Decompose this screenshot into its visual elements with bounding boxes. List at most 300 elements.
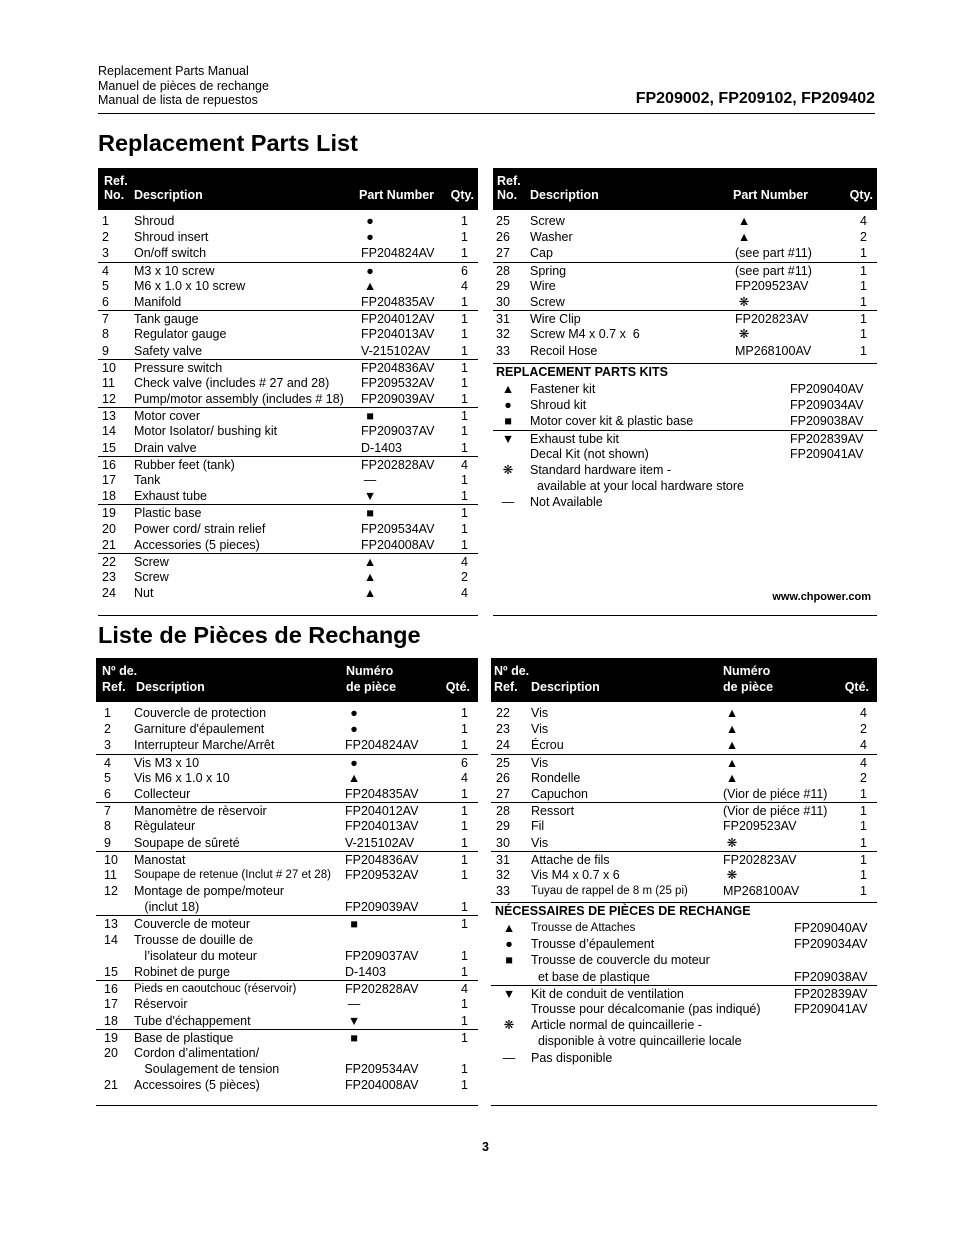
header-ref: Ref. <box>104 174 128 188</box>
ref-number: 10 <box>102 360 116 375</box>
part-symbol: ▲ <box>363 278 377 293</box>
french-title: Liste de Pièces de Rechange <box>98 622 421 648</box>
table-row <box>96 754 478 770</box>
ref-number: 30 <box>496 835 510 850</box>
table-row <box>96 915 478 931</box>
table-row <box>493 213 877 229</box>
part-symbol: — <box>347 997 361 1012</box>
part-description: Robinet de purge <box>134 965 230 979</box>
part-number: FP202828AV <box>361 457 435 472</box>
ref-number: 4 <box>104 755 111 770</box>
quantity: 1 <box>461 852 468 867</box>
quantity: 1 <box>461 965 468 979</box>
table-row <box>491 867 877 883</box>
part-description: Recoil Hose <box>530 343 598 358</box>
quantity: 1 <box>461 819 468 834</box>
kit-symbol: — <box>501 495 515 510</box>
ref-number: 6 <box>104 786 111 801</box>
kit-symbol: ■ <box>504 414 512 429</box>
ref-number: 23 <box>496 722 510 737</box>
ref-number: 33 <box>496 884 510 899</box>
part-number: V-215102AV <box>361 343 431 358</box>
part-number: FP204013AV <box>345 819 419 834</box>
header-no: No. <box>104 188 125 202</box>
ref-number: 6 <box>102 294 109 309</box>
quantity: 1 <box>461 706 468 720</box>
quantity: 1 <box>860 263 867 278</box>
part-symbol: ❋ <box>726 835 738 850</box>
kit-symbol: ● <box>505 937 513 952</box>
part-symbol: ▲ <box>725 770 739 785</box>
quantity: 2 <box>461 570 468 585</box>
table-row <box>96 964 478 980</box>
document-header <box>98 64 269 108</box>
table-body <box>96 705 478 1094</box>
quantity: 4 <box>860 214 867 228</box>
kit-description: Fastener kit <box>530 382 596 396</box>
table-row <box>98 310 478 326</box>
table-row <box>96 883 478 899</box>
part-symbol: ❋ <box>738 327 750 342</box>
ref-number: 13 <box>104 917 118 932</box>
ref-number: 16 <box>102 457 116 472</box>
table-row <box>96 770 478 786</box>
table-row <box>98 359 478 375</box>
part-number: FP209523AV <box>723 819 797 834</box>
table-bottom-rule <box>98 615 478 616</box>
part-symbol: ▲ <box>363 554 377 569</box>
part-description: Safety valve <box>134 343 203 358</box>
quantity: 1 <box>461 997 468 1012</box>
kit-row <box>491 936 877 952</box>
table-row <box>493 326 877 342</box>
table-row <box>96 932 478 948</box>
table-row <box>493 343 877 359</box>
table-row <box>98 537 478 553</box>
part-description: Wire <box>530 278 556 293</box>
table-row <box>98 456 478 472</box>
part-description: Rondelle <box>531 770 581 785</box>
table-row <box>96 721 478 737</box>
kit-part-number: FP209041AV <box>794 1001 868 1016</box>
quantity: 1 <box>860 867 867 882</box>
part-description: Regulator gauge <box>134 327 227 342</box>
kit-part-number: FP209040AV <box>794 921 868 935</box>
table-row <box>493 278 877 294</box>
kit-part-number: FP209041AV <box>790 446 864 461</box>
quantity: 4 <box>461 457 468 472</box>
kit-description: et base de plastique <box>531 969 650 984</box>
part-symbol: ● <box>366 230 374 245</box>
part-symbol: ■ <box>366 409 374 424</box>
part-number: FP204836AV <box>345 852 419 867</box>
quantity: 1 <box>461 537 468 552</box>
part-number: FP204008AV <box>345 1078 419 1093</box>
quantity: 6 <box>461 755 468 770</box>
part-description: Garniture d'épaulement <box>134 722 265 737</box>
kit-symbol: ▲ <box>501 382 515 396</box>
part-description: Spring <box>530 263 567 278</box>
part-symbol: ▲ <box>725 755 739 770</box>
table-row <box>96 851 478 867</box>
ref-number: 33 <box>496 343 510 358</box>
part-number: (see part #11) <box>735 263 812 278</box>
part-number: D-1403 <box>361 440 402 455</box>
ref-number: 14 <box>104 932 118 947</box>
part-symbol: ▲ <box>363 570 377 585</box>
table-row <box>98 569 478 585</box>
header-description: Description <box>134 188 203 202</box>
kits-list <box>493 381 877 511</box>
part-symbol: ▲ <box>347 770 361 785</box>
table-row <box>491 721 877 737</box>
kits-rule <box>493 363 877 364</box>
quantity: 1 <box>461 804 468 819</box>
kit-description: Trousse d’épaulement <box>531 937 655 952</box>
table-row <box>98 326 478 342</box>
quantity: 2 <box>860 722 867 737</box>
quantity: 1 <box>461 246 468 261</box>
table-row <box>491 786 877 802</box>
part-number: FP204012AV <box>361 312 435 327</box>
ref-number: 26 <box>496 230 510 245</box>
part-description: Plastic base <box>134 506 202 521</box>
part-number: (see part #11) <box>735 246 812 261</box>
table-bottom-rule <box>96 1105 478 1106</box>
table-header <box>96 658 478 702</box>
part-symbol: ● <box>350 755 358 770</box>
part-description: Tank <box>134 473 161 487</box>
ref-number: 32 <box>496 867 510 882</box>
quantity: 4 <box>461 278 468 293</box>
part-number: MP268100AV <box>735 343 812 358</box>
kit-part-number: FP209038AV <box>790 414 864 429</box>
table-header <box>493 168 877 210</box>
ref-number: 17 <box>102 473 116 487</box>
part-description: Vis M4 x 0.7 x 6 <box>531 867 620 882</box>
kit-description: Decal Kit (not shown) <box>530 446 649 461</box>
quantity: 1 <box>860 327 867 342</box>
ref-number: 16 <box>104 982 118 997</box>
table-header <box>491 658 877 702</box>
table-row <box>98 521 478 537</box>
table-row <box>98 391 478 407</box>
header-part-number-2: de pièce <box>346 680 397 694</box>
part-symbol: ● <box>350 722 358 737</box>
part-description: Capuchon <box>531 786 588 801</box>
quantity: 1 <box>461 948 468 963</box>
quantity: 1 <box>461 521 468 536</box>
ref-number: 15 <box>102 440 116 455</box>
part-description: Soupape de retenue (Inclut # 27 et 28) <box>134 868 331 881</box>
part-description: Wire Clip <box>530 312 581 327</box>
ref-number: 5 <box>102 278 109 293</box>
table-row <box>98 294 478 310</box>
ref-number: 20 <box>102 521 116 536</box>
kit-description: Motor cover kit & plastic base <box>530 414 694 429</box>
quantity: 1 <box>461 1078 468 1093</box>
part-symbol: ▲ <box>725 722 739 737</box>
quantity: 1 <box>860 294 867 309</box>
table-row <box>96 1029 478 1045</box>
table-body <box>491 705 877 899</box>
table-row <box>491 818 877 834</box>
part-description: Accessories (5 pieces) <box>134 537 260 552</box>
part-description: Shroud <box>134 214 175 228</box>
table-row <box>96 1061 478 1077</box>
kit-description: Trousse de couvercle du moteur <box>531 953 710 968</box>
part-description: Vis <box>531 722 549 737</box>
header-qty: Qty. <box>450 188 474 202</box>
table-body <box>98 213 478 602</box>
part-description: Check valve (includes # 27 and 28) <box>134 375 330 390</box>
part-symbol: — <box>363 473 377 487</box>
part-description: Washer <box>530 230 573 245</box>
kit-description: Standard hardware item - <box>530 462 672 477</box>
part-description: Base de plastique <box>134 1030 234 1045</box>
ref-number: 32 <box>496 327 510 342</box>
ref-number: 22 <box>102 554 116 569</box>
part-symbol: ■ <box>350 917 358 932</box>
french-parts-table-right <box>491 658 877 1106</box>
part-number: FP204835AV <box>361 294 435 309</box>
ref-number: 12 <box>104 884 118 899</box>
part-symbol: ▲ <box>363 586 377 601</box>
kit-row <box>491 1050 877 1066</box>
part-number: D-1403 <box>345 965 386 979</box>
part-description: Couvercle de moteur <box>134 917 251 932</box>
ref-number: 21 <box>102 537 116 552</box>
english-parts-table-right <box>493 168 877 616</box>
kit-symbol: ▼ <box>502 986 516 1001</box>
quantity: 1 <box>461 489 468 504</box>
part-symbol: ● <box>366 263 374 278</box>
kit-symbol: ▼ <box>501 431 515 446</box>
header-line: Replacement Parts Manual <box>98 64 249 78</box>
part-number: FP202823AV <box>735 312 809 327</box>
quantity: 1 <box>461 424 468 439</box>
header-part-number: Part Number <box>359 188 435 202</box>
kit-description: Not Available <box>530 495 603 510</box>
kit-row <box>491 985 877 1001</box>
part-description: Power cord/ strain relief <box>134 521 266 536</box>
quantity: 2 <box>860 230 867 245</box>
table-row <box>491 835 877 851</box>
quantity: 4 <box>860 706 867 720</box>
quantity: 1 <box>461 900 468 915</box>
kit-symbol: ▲ <box>502 921 516 935</box>
part-description: Drain valve <box>134 440 197 455</box>
quantity: 1 <box>860 786 867 801</box>
ref-number: 11 <box>102 375 115 390</box>
kit-row <box>493 397 877 413</box>
part-number: FP209532AV <box>345 867 419 882</box>
table-row <box>98 213 478 229</box>
part-description: Tube d'échappement <box>134 1013 251 1028</box>
part-number: FP209532AV <box>361 375 435 390</box>
part-number: (Vior de piéce #11) <box>723 804 828 819</box>
part-description: Vis <box>531 835 549 850</box>
header-no: Ref. <box>494 680 518 694</box>
kit-row <box>493 478 877 494</box>
header-part-number: Numéro <box>723 664 771 678</box>
part-description: M3 x 10 screw <box>134 263 215 278</box>
ref-number: 18 <box>104 1013 118 1028</box>
part-description: Vis M6 x 1.0 x 10 <box>134 770 230 785</box>
part-description: Pieds en caoutchouc (réservoir) <box>134 983 297 996</box>
ref-number: 31 <box>496 852 510 867</box>
header-qty: Qty. <box>849 188 873 202</box>
ref-number: 18 <box>102 489 116 504</box>
ref-number: 24 <box>496 738 510 753</box>
english-parts-table-left <box>98 168 478 616</box>
quantity: 4 <box>461 770 468 785</box>
part-number: FP204008AV <box>361 537 435 552</box>
kit-symbol: ❋ <box>502 462 514 477</box>
quantity: 6 <box>461 263 468 278</box>
kit-description: Trousse de Attaches <box>531 922 636 934</box>
part-description: Réservoir <box>134 997 188 1012</box>
quantity: 1 <box>461 506 468 521</box>
ref-number: 10 <box>104 852 118 867</box>
ref-number: 11 <box>104 867 117 882</box>
table-row <box>98 262 478 278</box>
ref-number: 28 <box>496 263 510 278</box>
part-description: Cordon d’alimentation/ <box>134 1045 260 1060</box>
table-row <box>96 818 478 834</box>
table-row <box>96 980 478 996</box>
kits-title: REPLACEMENT PARTS KITS <box>496 365 668 379</box>
part-description: Trousse de douille de <box>134 932 254 947</box>
table-row <box>96 802 478 818</box>
quantity: 1 <box>461 917 468 932</box>
kit-symbol: — <box>502 1050 516 1065</box>
quantity: 4 <box>461 554 468 569</box>
part-description: Motor cover <box>134 409 200 424</box>
table-row <box>98 407 478 423</box>
part-description: Tank gauge <box>134 312 199 327</box>
part-number: FP209523AV <box>735 278 809 293</box>
table-row <box>96 1013 478 1029</box>
table-row <box>493 245 877 261</box>
table-row <box>96 786 478 802</box>
ref-number: 30 <box>496 294 510 309</box>
part-description: Screw <box>530 214 565 228</box>
quantity: 4 <box>860 755 867 770</box>
kit-description: disponible à votre quincaillerie locale <box>531 1034 742 1049</box>
ref-number: 3 <box>104 738 111 753</box>
kit-part-number: FP209038AV <box>794 969 868 984</box>
quantity: 1 <box>461 312 468 327</box>
header-description: Description <box>136 680 205 694</box>
part-number: FP204835AV <box>345 786 419 801</box>
table-row <box>493 310 877 326</box>
quantity: 1 <box>860 835 867 850</box>
quantity: 1 <box>860 884 867 899</box>
part-description: Screw M4 x 0.7 x 6 <box>530 327 640 342</box>
kit-symbol: ❋ <box>503 1018 515 1033</box>
ref-number: 24 <box>102 586 116 601</box>
quantity: 4 <box>860 738 867 753</box>
part-symbol: ● <box>366 214 374 228</box>
kit-row <box>493 430 877 446</box>
quantity: 1 <box>461 1030 468 1045</box>
quantity: 1 <box>461 392 468 407</box>
ref-number: 20 <box>104 1045 118 1060</box>
header-no: No. <box>497 188 518 202</box>
table-bottom-rule <box>493 615 877 616</box>
ref-number: 25 <box>496 755 510 770</box>
ref-number: 14 <box>102 424 116 439</box>
part-description: Manostat <box>134 852 186 867</box>
kit-row <box>493 462 877 478</box>
table-row <box>491 802 877 818</box>
table-row <box>96 1077 478 1093</box>
header-qty: Qté. <box>445 680 470 694</box>
quantity: 1 <box>461 1013 468 1028</box>
part-description: Règulateur <box>134 819 196 834</box>
part-description: Motor Isolator/ bushing kit <box>134 424 278 439</box>
table-row <box>491 851 877 867</box>
table-row <box>493 294 877 310</box>
quantity: 1 <box>860 278 867 293</box>
part-description: Cap <box>530 246 553 261</box>
ref-number: 15 <box>104 965 118 979</box>
table-row <box>96 996 478 1012</box>
quantity: 2 <box>860 770 867 785</box>
website-link[interactable]: www.chpower.com <box>772 591 871 603</box>
ref-number: 2 <box>102 230 109 245</box>
table-row <box>98 229 478 245</box>
kit-row <box>491 920 877 936</box>
kit-description: Pas disponible <box>531 1050 613 1065</box>
quantity: 1 <box>461 473 468 487</box>
ref-number: 25 <box>496 214 510 228</box>
part-description: Attache de fils <box>531 852 610 867</box>
table-row <box>491 770 877 786</box>
table-row <box>98 440 478 456</box>
kit-symbol: ● <box>504 398 512 413</box>
kit-description: Trousse pour décalcomanie (pas indiqué) <box>531 1001 761 1016</box>
part-number: FP209534AV <box>361 521 435 536</box>
quantity: 1 <box>461 360 468 375</box>
ref-number: 19 <box>102 506 116 521</box>
kits-list <box>491 920 877 1066</box>
kit-description: Kit de conduit de ventilation <box>531 986 684 1001</box>
kit-row <box>493 413 877 429</box>
header-line: Manuel de pièces de rechange <box>98 78 269 93</box>
table-row <box>98 423 478 439</box>
table-row <box>96 835 478 851</box>
part-number: FP209037AV <box>361 424 435 439</box>
part-description: Rubber feet (tank) <box>134 457 235 472</box>
kit-description: Article normal de quincaillerie - <box>531 1018 702 1033</box>
quantity: 1 <box>461 835 468 850</box>
part-number: FP202823AV <box>723 852 797 867</box>
part-symbol: ❋ <box>738 294 750 309</box>
kit-row <box>491 1017 877 1033</box>
header-rule <box>98 113 875 114</box>
kit-description: Shroud kit <box>530 398 587 413</box>
part-description: M6 x 1.0 x 10 screw <box>134 278 246 293</box>
ref-number: 13 <box>102 409 116 424</box>
part-description: Shroud insert <box>134 230 209 245</box>
kits-title: NÉCESSAIRES DE PIÈCES DE RECHANGE <box>495 904 751 918</box>
part-number: FP204012AV <box>345 804 419 819</box>
part-symbol: ■ <box>350 1030 358 1045</box>
table-body <box>493 213 877 359</box>
ref-number: 7 <box>102 312 109 327</box>
